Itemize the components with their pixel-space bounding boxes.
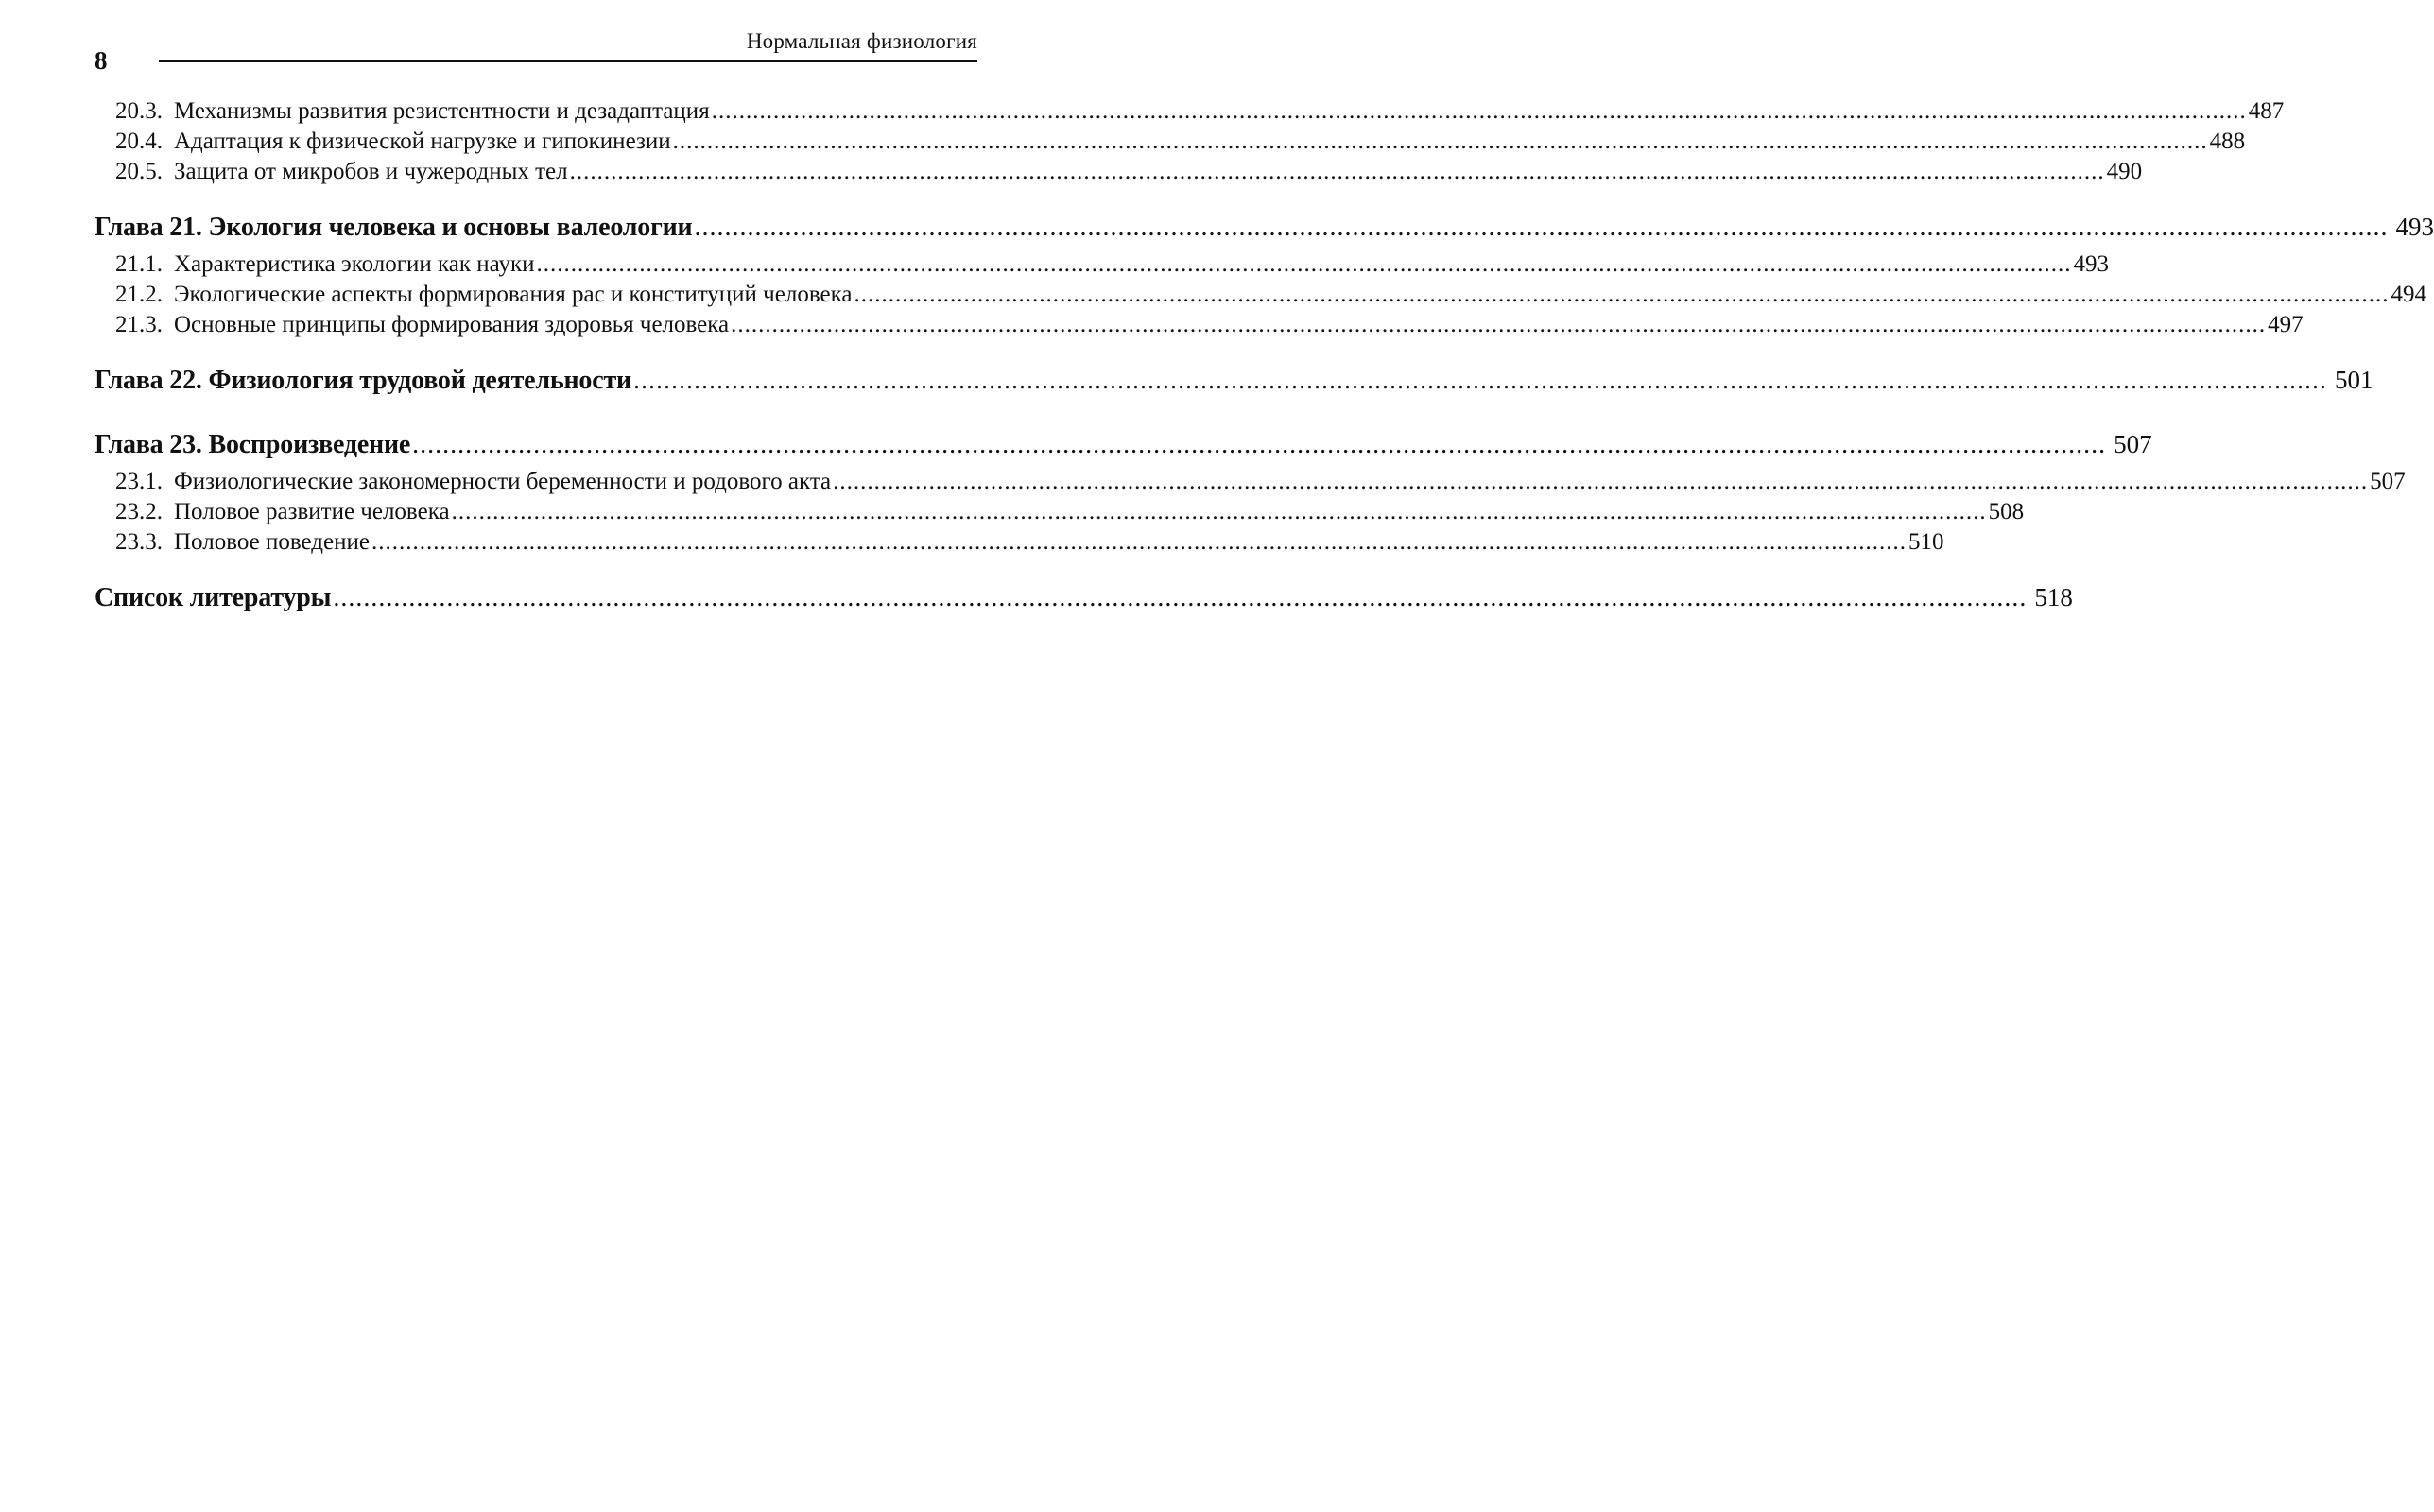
toc-chapter-title: Глава 21. Экология человека и основы валеологии bbox=[95, 213, 693, 242]
toc-entry-number: 21.3. bbox=[115, 312, 163, 337]
toc-chapter-title: Список литературы bbox=[95, 583, 332, 612]
toc-entry-21-2[interactable] bbox=[95, 280, 2426, 310]
toc-entry-page: 507 bbox=[2370, 469, 2406, 494]
toc-chapter-22[interactable] bbox=[95, 363, 2374, 398]
toc-entry-title: Половое поведение bbox=[174, 529, 370, 555]
toc-entry-23-3[interactable] bbox=[95, 527, 1944, 558]
toc-entry-title: Защита от микробов и чужеродных тел bbox=[174, 159, 568, 184]
toc-entry-page: 508 bbox=[1988, 499, 2025, 524]
toc-chapter-page: 493 bbox=[2395, 213, 2434, 241]
toc-entry-page: 497 bbox=[2268, 312, 2304, 337]
toc-entry-page: 494 bbox=[2391, 282, 2426, 307]
dot-leader bbox=[731, 310, 2266, 340]
dot-leader bbox=[333, 581, 2027, 615]
dot-leader bbox=[452, 497, 1987, 527]
dot-leader bbox=[412, 428, 2106, 462]
toc-entry-number: 20.3. bbox=[115, 98, 163, 124]
toc-entry-page: 488 bbox=[2209, 129, 2246, 154]
toc-entry-21-1[interactable] bbox=[95, 249, 2109, 280]
dot-leader bbox=[712, 96, 2247, 127]
dot-leader bbox=[673, 127, 2208, 157]
dot-leader bbox=[633, 364, 2327, 398]
toc-chapter-title: Глава 23. Воспроизведение bbox=[95, 430, 411, 459]
toc-entry-number: 23.3. bbox=[115, 529, 163, 555]
toc-entry-20-4[interactable] bbox=[95, 127, 2246, 157]
toc-chapter-page: 507 bbox=[2114, 430, 2152, 458]
toc-entry-21-3[interactable] bbox=[95, 310, 2304, 340]
running-title: Нормальная физиология bbox=[746, 29, 977, 53]
toc-entry-number: 21.2. bbox=[115, 282, 163, 307]
dot-leader bbox=[833, 467, 2368, 497]
toc-entry-20-5[interactable] bbox=[95, 157, 2143, 187]
toc-entry-number: 23.2. bbox=[115, 499, 163, 524]
dot-leader bbox=[694, 211, 2388, 245]
toc-entry-title: Характеристика экологии как науки bbox=[174, 251, 535, 277]
dot-leader bbox=[371, 527, 1907, 558]
toc-entry-title: Физиологические закономерности беременности и родового акта bbox=[174, 469, 832, 494]
toc-entry-number: 20.4. bbox=[115, 129, 163, 154]
toc-bibliography[interactable] bbox=[95, 580, 2073, 615]
toc-chapter-title: Глава 22. Физиология трудовой деятельности bbox=[95, 366, 631, 395]
dot-leader bbox=[570, 157, 2105, 187]
toc-entry-page: 487 bbox=[2248, 98, 2285, 124]
toc-entry-23-1[interactable] bbox=[95, 467, 2406, 497]
toc-entry-title: Экологические аспекты формирования рас и конституций человека bbox=[174, 282, 853, 307]
toc-entry-number: 23.1. bbox=[115, 469, 163, 494]
dot-leader bbox=[854, 280, 2389, 310]
toc-entry-title: Механизмы развития резистентности и дезадаптация bbox=[174, 98, 710, 124]
toc-chapter-21[interactable] bbox=[95, 210, 2434, 245]
dot-leader bbox=[536, 249, 2071, 280]
toc-entry-page: 490 bbox=[2106, 159, 2143, 184]
toc-entry-page: 493 bbox=[2073, 251, 2109, 277]
table-of-contents bbox=[95, 0, 2434, 1512]
toc-entry-number: 20.5. bbox=[115, 159, 163, 184]
page-number: 8 bbox=[95, 46, 108, 75]
toc-chapter-page: 518 bbox=[2034, 583, 2073, 611]
toc-entry-page: 510 bbox=[1907, 529, 1944, 555]
toc-entry-title: Адаптация к физической нагрузке и гипокинезии bbox=[174, 129, 671, 154]
toc-chapter-page: 501 bbox=[2334, 366, 2374, 394]
toc-entry-number: 21.1. bbox=[115, 251, 163, 277]
toc-entry-20-3[interactable] bbox=[95, 96, 2285, 127]
toc-chapter-23[interactable] bbox=[95, 427, 2152, 462]
toc-entry-title: Половое развитие человека bbox=[174, 499, 450, 524]
toc-entry-23-2[interactable] bbox=[95, 497, 2025, 527]
toc-entry-title: Основные принципы формирования здоровья человека bbox=[174, 312, 730, 337]
